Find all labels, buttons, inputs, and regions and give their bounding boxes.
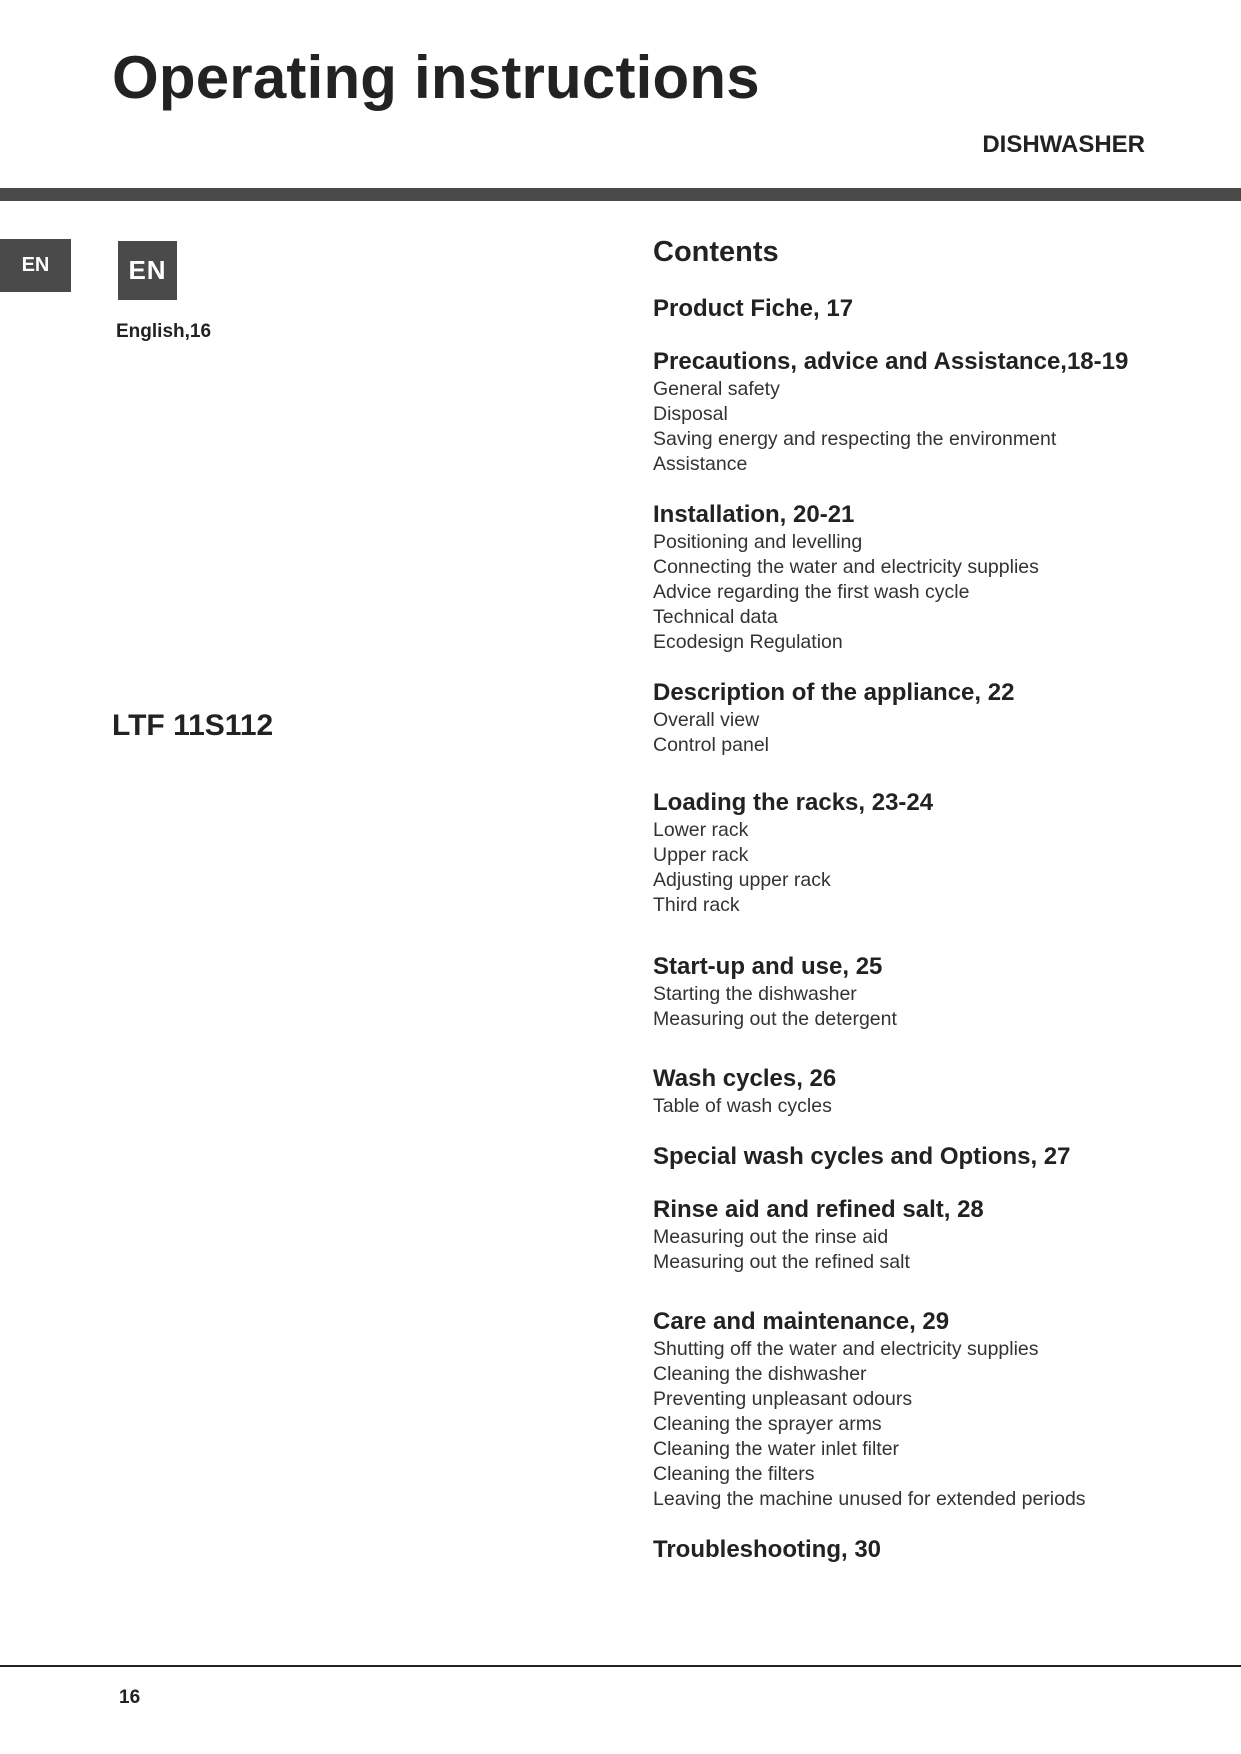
- toc-item: Measuring out the detergent: [653, 1008, 897, 1030]
- contents-title: Contents: [653, 236, 779, 268]
- toc-item: General safety: [653, 378, 780, 400]
- toc-item: Lower rack: [653, 819, 749, 841]
- toc-item: Adjusting upper rack: [653, 869, 831, 891]
- toc-section-heading: Precautions, advice and Assistance,18-19: [653, 348, 1129, 375]
- toc-section: [653, 952, 1213, 1032]
- toc-section: [653, 1307, 1213, 1512]
- toc-item: Starting the dishwasher: [653, 983, 857, 1005]
- toc-item: Third rack: [653, 894, 740, 916]
- toc-item: Ecodesign Regulation: [653, 631, 843, 653]
- table-of-contents: [653, 234, 1213, 1588]
- toc-section-heading: Care and maintenance, 29: [653, 1308, 950, 1335]
- language-page-reference: English,16: [116, 321, 212, 342]
- toc-section-heading: Start-up and use, 25: [653, 953, 883, 980]
- toc-section: [653, 500, 1213, 655]
- toc-section-heading: Special wash cycles and Options, 27: [653, 1143, 1071, 1170]
- toc-item: Control panel: [653, 734, 769, 756]
- toc-item: Overall view: [653, 709, 760, 731]
- toc-item: Measuring out the rinse aid: [653, 1226, 889, 1248]
- toc-item: Shutting off the water and electricity supplies: [653, 1338, 1039, 1360]
- toc-item: Measuring out the refined salt: [653, 1251, 910, 1273]
- toc-section: [653, 788, 1213, 918]
- toc-section-heading: Rinse aid and refined salt, 28: [653, 1196, 984, 1223]
- toc-section-heading: Product Fiche, 17: [653, 295, 854, 322]
- toc-section: [653, 1535, 1213, 1565]
- model-number: LTF 11S112: [112, 709, 274, 742]
- toc-section: [653, 678, 1213, 758]
- header-divider: [0, 188, 1241, 201]
- language-side-tab: EN: [0, 239, 71, 292]
- toc-item: Cleaning the dishwasher: [653, 1363, 867, 1385]
- toc-item: Cleaning the filters: [653, 1463, 815, 1485]
- toc-section-heading: Loading the racks, 23-24: [653, 789, 934, 816]
- language-code-badge: EN: [118, 241, 177, 300]
- toc-section-heading: Wash cycles, 26: [653, 1065, 837, 1092]
- toc-section: [653, 347, 1213, 477]
- toc-item: Connecting the water and electricity supplies: [653, 556, 1039, 578]
- toc-item: Disposal: [653, 403, 728, 425]
- toc-item: Saving energy and respecting the environment: [653, 428, 1057, 450]
- toc-item: Technical data: [653, 606, 778, 628]
- product-type-label: DISHWASHER: [982, 131, 1145, 158]
- toc-section: [653, 1195, 1213, 1275]
- page-number: 16: [119, 1687, 141, 1708]
- toc-item: Advice regarding the first wash cycle: [653, 581, 970, 603]
- page-title: Operating instructions: [112, 44, 760, 111]
- toc-item: Positioning and levelling: [653, 531, 863, 553]
- toc-item: Preventing unpleasant odours: [653, 1388, 913, 1410]
- toc-item: Upper rack: [653, 844, 749, 866]
- toc-section-heading: Description of the appliance, 22: [653, 679, 1015, 706]
- toc-item: Cleaning the water inlet filter: [653, 1438, 900, 1460]
- toc-item: Leaving the machine unused for extended periods: [653, 1488, 1086, 1510]
- toc-item: Table of wash cycles: [653, 1095, 832, 1117]
- toc-section: [653, 1142, 1213, 1172]
- toc-item: Assistance: [653, 453, 748, 475]
- toc-section: [653, 1064, 1213, 1119]
- toc-item: Cleaning the sprayer arms: [653, 1413, 882, 1435]
- toc-section-heading: Troubleshooting, 30: [653, 1536, 882, 1563]
- toc-section: [653, 294, 1213, 324]
- toc-section-heading: Installation, 20-21: [653, 501, 855, 528]
- footer-divider: [0, 1665, 1241, 1667]
